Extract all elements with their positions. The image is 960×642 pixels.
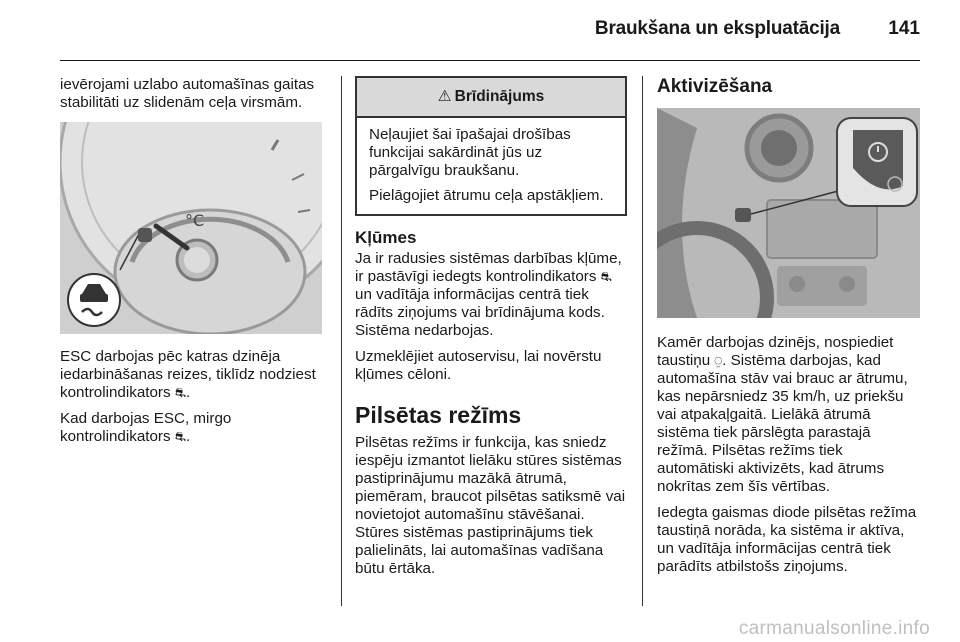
city-mode-heading: Pilsētas režīms (355, 402, 522, 428)
warning-header (357, 78, 625, 118)
instrument-cluster-figure (60, 122, 322, 334)
activation-paragraph-2: Iedegta gaismas diode pilsētas režīma taustiņā norāda, ka sistēma ir aktīva, un vadītāja informācijas centrā tiek parādīts atbilstošs ziņojums. (657, 504, 917, 575)
warning-box (355, 76, 627, 216)
column-middle (355, 76, 627, 586)
esc-paragraph-1: ESC darbojas pēc katras dzinēja iedarbināšanas reizes, tiklīdz nodziest kontrolindikators ⛐. (60, 348, 316, 401)
warning-icon: ⚠ (437, 88, 452, 105)
activation-paragraph-1: Kamēr darbojas dzinējs, nospiediet taustiņu ⍜. Sistēma darbojas, kad automašīna stāv vai brauc ar ātrumu, kas nepārsniedz 35 km/h, uz priekšu vai atpakaļgaitā. Lielākā ātrumā sistēma tiek pārslēgta parastajā režīmā. Pilsētas režīms tiek automātiski aktivizēts, kad ātrums nokrītas zem šīs vērtības. (657, 334, 908, 495)
warning-text-2: Pielāgojiet ātrumu ceļa apstākļiem. (369, 187, 604, 204)
column-left (60, 76, 330, 454)
warning-title: Brīdinājums (454, 88, 545, 105)
column-divider-1 (341, 76, 342, 606)
faults-heading: Kļūmes (355, 228, 417, 247)
faults-paragraph-1: Ja ir radusies sistēmas darbības kļūme, ir pastāvīgi iedegts kontrolindikators ⛐ un vadītāja informācijas centrā tiek rādīts ziņojums vai brīdinājuma kods. Sistēma nedarbojas. (355, 250, 622, 339)
page-title: Braukšana un ekspluatācija (594, 18, 840, 39)
column-right (657, 76, 922, 584)
page-number: 141 (888, 18, 920, 39)
esc-indicator-icon: ⛐ (174, 429, 187, 444)
watermark: carmanualsonline.info (738, 618, 930, 639)
gauge-temp-label: °C (185, 211, 205, 230)
warning-body (357, 118, 625, 214)
header-rule (60, 60, 920, 61)
faults-paragraph-2: Uzmeklējiet autoservisu, lai novērstu kļūmes cēloni. (355, 348, 602, 383)
dashboard-photo (657, 108, 920, 318)
esc-indicator-icon: ⛐ (174, 385, 187, 400)
gauge-illustration (60, 122, 322, 334)
activation-heading: Aktivizēšana (657, 76, 773, 97)
dashboard-illustration (657, 108, 920, 318)
column-divider-2 (642, 76, 643, 606)
city-mode-button-icon: ⍜ (714, 353, 723, 368)
esc-paragraph-2: Kad darbojas ESC, mirgo kontrolindikators ⛐. (60, 410, 232, 445)
intro-paragraph: ievērojami uzlabo automašīnas gaitas stabilitāti uz slidenām ceļa virsmām. (60, 76, 315, 111)
city-mode-paragraph: Pilsētas režīms ir funkcija, kas sniedz iespēju izmantot lielāku stūres sistēmas pastiprinājumu mazākā ātrumā, piemēram, braucot pilsētas satiksmē vai novietojot automašīnu stāvēšanai. Stūres sistēmas pastiprinājums tiek palielināts, lai automašīnas vadīšana būtu ērtāka. (355, 434, 626, 577)
warning-text-1: Neļaujiet šai īpašajai drošības funkcijai sakārdināt jūs uz pārgalvīgu braukšanu. (369, 126, 571, 179)
esc-indicator-icon: ⛐ (600, 269, 612, 284)
